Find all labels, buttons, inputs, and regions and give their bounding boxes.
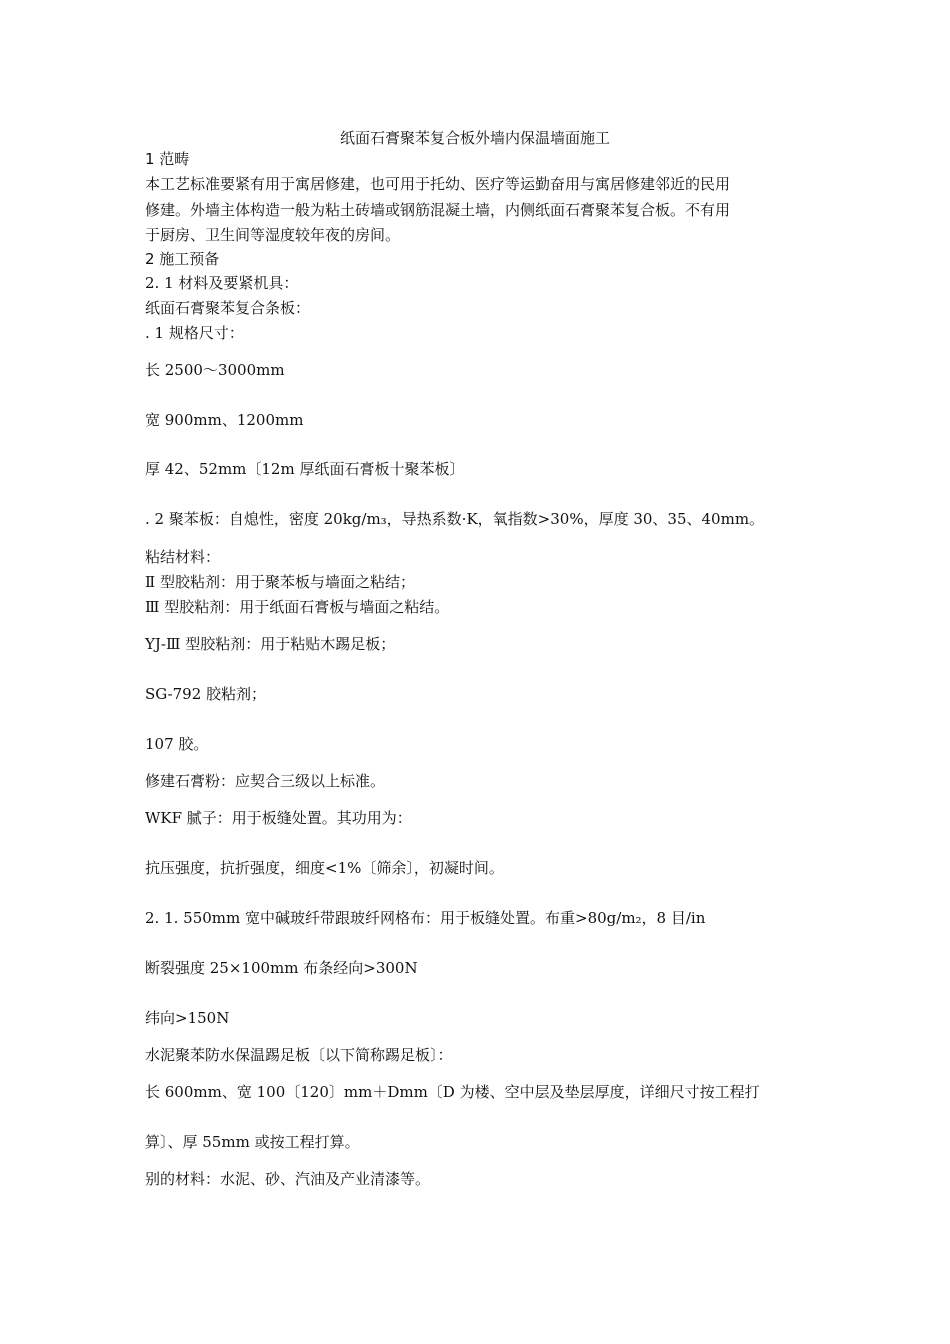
polystyrene-board-spec: . 2 聚苯板：自熄性，密度 20kg/m₃，导热系数·K，氧指数>30%，厚度 30、35、40mm。 (145, 510, 765, 528)
fiberglass-mesh: 2. 1. 550mm 宽中碱玻纤带跟玻纤网格布：用于板缝处置。布重>80g/m₂，8 目/in (145, 909, 706, 927)
breaking-strength: 断裂强度 25×100mm 布条经向>300N (145, 959, 418, 977)
section-heading-scope: 1 范畴 (145, 150, 190, 168)
scope-paragraph-line-1: 本工艺标准要紧有用于寓居修建，也可用于托幼、医疗等运勤奋用与寓居修建邻近的民用 (145, 175, 731, 193)
scope-paragraph-line-2: 修建。外墙主体构造一般为粘土砖墙或钢筋混凝土墙，内侧纸面石膏聚苯复合板。不有用 (145, 201, 731, 219)
adhesive-materials-label: 粘结材料： (145, 548, 221, 566)
weft-strength: 纬向>150N (145, 1009, 230, 1027)
adhesive-type-3: Ⅲ 型胶粘剂：用于纸面石膏板与墙面之粘结。 (145, 598, 450, 616)
gypsum-powder: 修建石膏粉：应契合三级以上标准。 (145, 772, 386, 790)
scope-paragraph-line-3: 于厨房、卫生间等湿度较年夜的房间。 (145, 226, 401, 244)
document-title: 纸面石膏聚苯复合板外墙内保温墙面施工 (339, 129, 610, 147)
composite-board-label: 纸面石膏聚苯复合条板： (145, 299, 311, 317)
skirting-spec-line-2: 算〕、厚 55mm 或按工程打算。 (145, 1133, 360, 1151)
putty-strength: 抗压强度，抗折强度，细度<1%〔筛余〕，初凝时间。 (145, 859, 504, 877)
other-materials: 别的材料：水泥、砂、汽油及产业清漆等。 (145, 1170, 431, 1188)
spec-length: 长 2500～3000mm (145, 361, 285, 379)
adhesive-yj-3: YJ-Ⅲ 型胶粘剂：用于粘贴木踢足板； (145, 635, 396, 653)
spec-size-label: . 1 规格尺寸： (145, 324, 244, 342)
subsection-materials: 2. 1 材料及要紧机具： (145, 274, 299, 292)
skirting-spec-line-1: 长 600mm、宽 100〔120〕mm＋Dmm〔D 为楼、空中层及垫层厚度，详细尺寸按工程打 (145, 1083, 760, 1101)
spec-width: 宽 900mm、1200mm (145, 411, 304, 429)
adhesive-type-2: Ⅱ 型胶粘剂：用于聚苯板与墙面之粘结； (145, 573, 415, 591)
section-heading-preparation: 2 施工预备 (145, 250, 220, 268)
wkf-putty: WKF 腻子：用于板缝处置。其功用为： (145, 809, 412, 827)
skirting-board-label: 水泥聚苯防水保温踢足板〔以下简称踢足板〕： (145, 1046, 453, 1064)
adhesive-sg-792: SG-792 胶粘剂； (145, 685, 267, 703)
spec-thickness: 厚 42、52mm〔12m 厚纸面石膏板十聚苯板〕 (145, 460, 465, 478)
glue-107: 107 胶。 (145, 735, 209, 753)
